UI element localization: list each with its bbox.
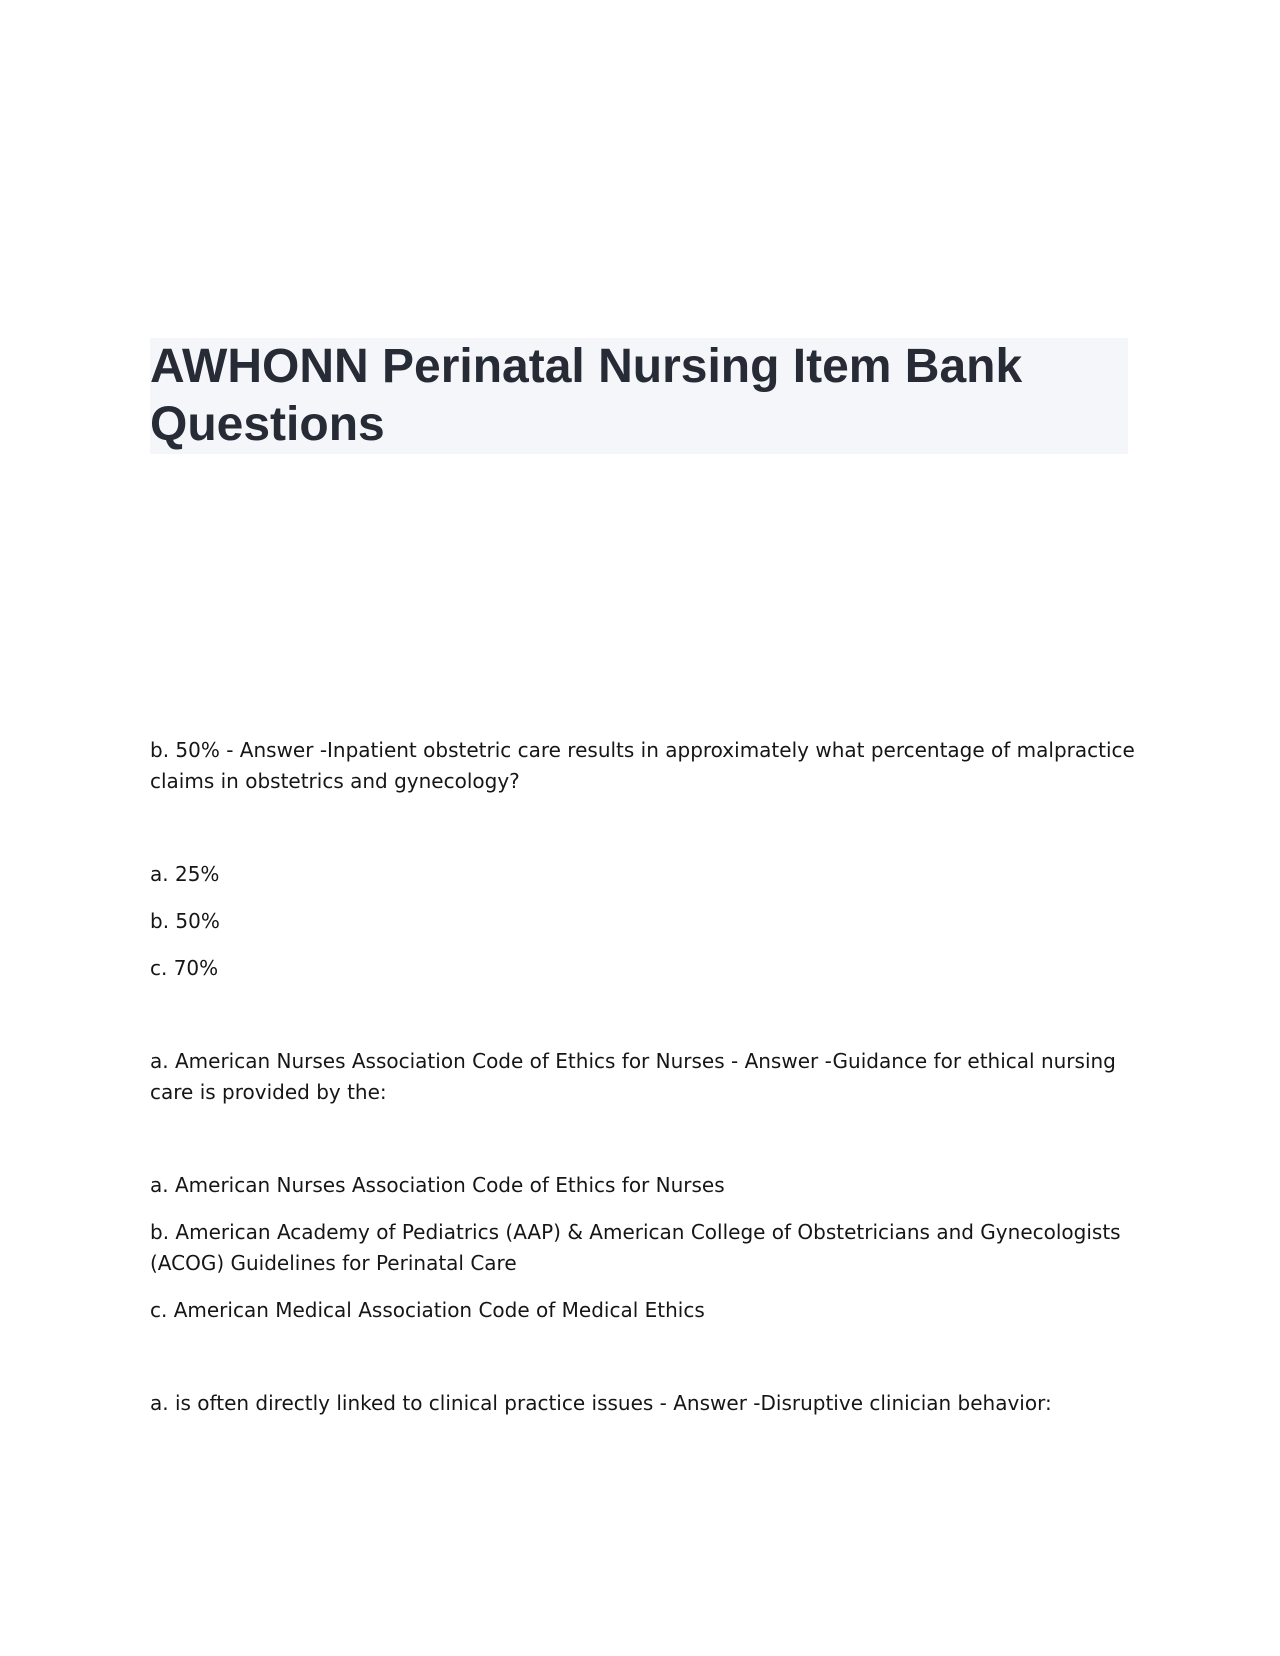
document-body bbox=[150, 735, 1135, 1419]
question-answer-1: b. 50% - Answer -Inpatient obstetric care results in approximately what percentage of malpractice claims in obstetrics and gynecology? bbox=[150, 738, 1135, 793]
option-2b: b. American Academy of Pediatrics (AAP) & American College of Obstetricians and Gynecologists (ACOG) Guidelines for Perinatal Care bbox=[150, 1220, 1121, 1275]
option-1b: b. 50% bbox=[150, 909, 220, 933]
question-answer-2: a. American Nurses Association Code of Ethics for Nurses - Answer -Guidance for ethical nursing care is provided by the: bbox=[150, 1049, 1116, 1104]
option-1a: a. 25% bbox=[150, 862, 220, 886]
title-block bbox=[150, 338, 1128, 454]
question-answer-3: a. is often directly linked to clinical practice issues - Answer -Disruptive clinician behavior: bbox=[150, 1391, 1052, 1415]
option-2c: c. American Medical Association Code of Medical Ethics bbox=[150, 1298, 705, 1322]
option-2a: a. American Nurses Association Code of Ethics for Nurses bbox=[150, 1173, 725, 1197]
option-1c: c. 70% bbox=[150, 956, 219, 980]
document-title: AWHONN Perinatal Nursing Item Bank Questions bbox=[150, 340, 1023, 451]
